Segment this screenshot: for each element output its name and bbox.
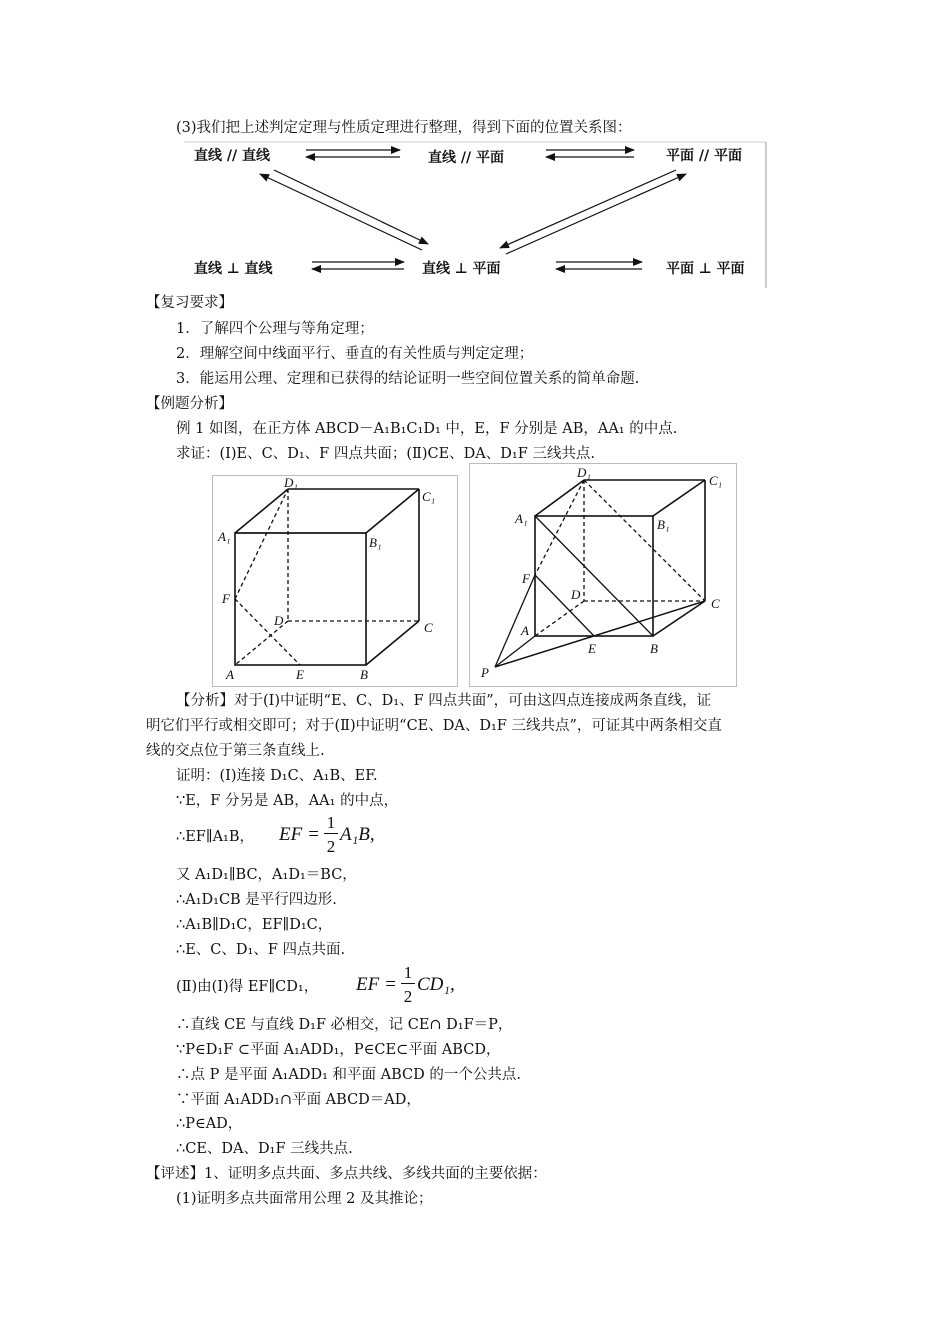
point-label: F <box>522 571 530 586</box>
fraction-numerator: 1 <box>326 813 336 832</box>
point-label: A₁ <box>515 511 528 526</box>
review-item: 3．能运用公理、定理和已获得的结论证明一些空间位置关系的简单命题. <box>176 371 640 387</box>
node-line-perp-line: 直线 ⊥ 直线 <box>194 261 273 277</box>
point-label: C <box>424 620 433 635</box>
analysis-line: 明它们平行或相交即可；对于(Ⅱ)中证明“CE、DA、D₁F 三线共点”，可证其中两条相交直 <box>146 718 722 734</box>
point-label: D₁ <box>284 475 298 490</box>
arrow-diagonal <box>260 174 422 250</box>
proof-line: 证明：(Ⅰ)连接 D₁C、A₁B、EF. <box>176 768 378 784</box>
proof-line: ∴A₁B∥D₁C，EF∥D₁C， <box>176 917 333 933</box>
analysis-line: 线的交点位于第三条直线上. <box>146 743 325 759</box>
relation-diagram <box>182 140 768 290</box>
node-plane-perp-plane: 平面 ⊥ 平面 <box>666 261 745 277</box>
point-label: P <box>481 665 489 680</box>
equation-lhs: EF = <box>279 824 320 845</box>
fraction-bar <box>324 833 338 834</box>
proof-line: ∴E、C、D₁、F 四点共面. <box>176 942 346 958</box>
point-label: E <box>588 641 596 656</box>
point-label: C₁ <box>709 473 723 488</box>
proof-line: ∵平面 A₁ADD₁∩平面 ABCD＝AD， <box>176 1092 421 1108</box>
intro-text: (3)我们把上述判定定理与性质定理进行整理，得到下面的位置关系图： <box>176 120 632 136</box>
fraction-numerator: 1 <box>403 963 413 982</box>
point-label: B <box>650 641 658 656</box>
example1-statement: 例 1 如图，在正方体 ABCD－A₁B₁C₁D₁ 中，E，F 分别是 AB，AA₁ 的中点. <box>176 421 678 437</box>
point-label: E <box>296 667 304 682</box>
arrow-diagonal <box>274 170 428 244</box>
point-label: D₁ <box>577 465 591 480</box>
point-label: A₁ <box>218 529 231 544</box>
proof-line: ∴点 P 是平面 A₁ADD₁ 和平面 ABCD 的一个公共点. <box>176 1067 521 1083</box>
point-label: C <box>711 596 720 611</box>
analysis-line: 【分析】对于(Ⅰ)中证明“E、C、D₁、F 四点共面”，可由这四点连接成两条直线，证 <box>176 693 712 709</box>
equation-rhs: A₁B, <box>340 824 375 845</box>
proof-line: ∴直线 CE 与直线 D₁F 必相交，记 CE∩ D₁F＝P， <box>176 1017 513 1033</box>
proof-line: 又 A₁D₁∥BC，A₁D₁＝BC， <box>176 867 357 883</box>
point-label: B₁ <box>369 535 382 550</box>
proof-line: ∵P∈D₁F ⊂平面 A₁ADD₁，P∈CE⊂平面 ABCD， <box>176 1042 501 1058</box>
equation-lhs: EF = <box>356 974 397 995</box>
review-item: 2．理解空间中线面平行、垂直的有关性质与判定定理； <box>176 346 534 362</box>
comment-heading: 【评述】1、证明多点共面、多点共线、多线共面的主要依据： <box>146 1166 547 1182</box>
point-label: D <box>571 587 581 602</box>
point-label: F <box>222 591 230 606</box>
review-heading: 【复习要求】 <box>146 295 233 311</box>
node-line-par-line: 直线 // 直线 <box>194 148 270 164</box>
proof-line: ∴A₁D₁CB 是平行四边形. <box>176 892 337 908</box>
proof-line: ∴P∈AD， <box>176 1116 243 1132</box>
fraction-bar <box>401 983 415 984</box>
point-label: D <box>274 613 284 628</box>
review-item: 1．了解四个公理与等角定理； <box>176 321 374 337</box>
point-label: C₁ <box>422 489 436 504</box>
node-plane-par-plane: 平面 // 平面 <box>666 148 742 164</box>
arrow-diagonal <box>500 170 676 248</box>
proof-line: ∴CE、DA、D₁F 三线共点. <box>176 1141 353 1157</box>
comment-item: (1)证明多点共面常用公理 2 及其推论； <box>176 1191 433 1207</box>
fraction-denominator: 2 <box>403 987 413 1006</box>
arrow-diagonal <box>506 174 686 254</box>
proof-line: ∵E，F 分另是 AB，AA₁ 的中点， <box>176 793 399 809</box>
point-label: B <box>360 667 368 682</box>
cube-figure-1 <box>212 475 458 687</box>
node-line-perp-plane: 直线 ⊥ 平面 <box>422 261 501 277</box>
example1-claims: 求证：(Ⅰ)E、C、D₁、F 四点共面；(Ⅱ)CE、DA、D₁F 三线共点. <box>176 446 595 462</box>
example-heading: 【例题分析】 <box>146 396 233 412</box>
proof-line: (Ⅱ)由(Ⅰ)得 EF∥CD₁， <box>176 979 319 995</box>
point-label: B₁ <box>657 517 670 532</box>
fraction-denominator: 2 <box>326 837 336 856</box>
point-label: A <box>226 667 234 682</box>
equation-rhs: CD₁, <box>417 974 455 995</box>
proof-line: ∴EF∥A₁B， <box>176 829 255 845</box>
cube-figure-2 <box>469 463 737 687</box>
point-label: A <box>521 623 529 638</box>
node-line-par-plane: 直线 // 平面 <box>428 150 504 166</box>
